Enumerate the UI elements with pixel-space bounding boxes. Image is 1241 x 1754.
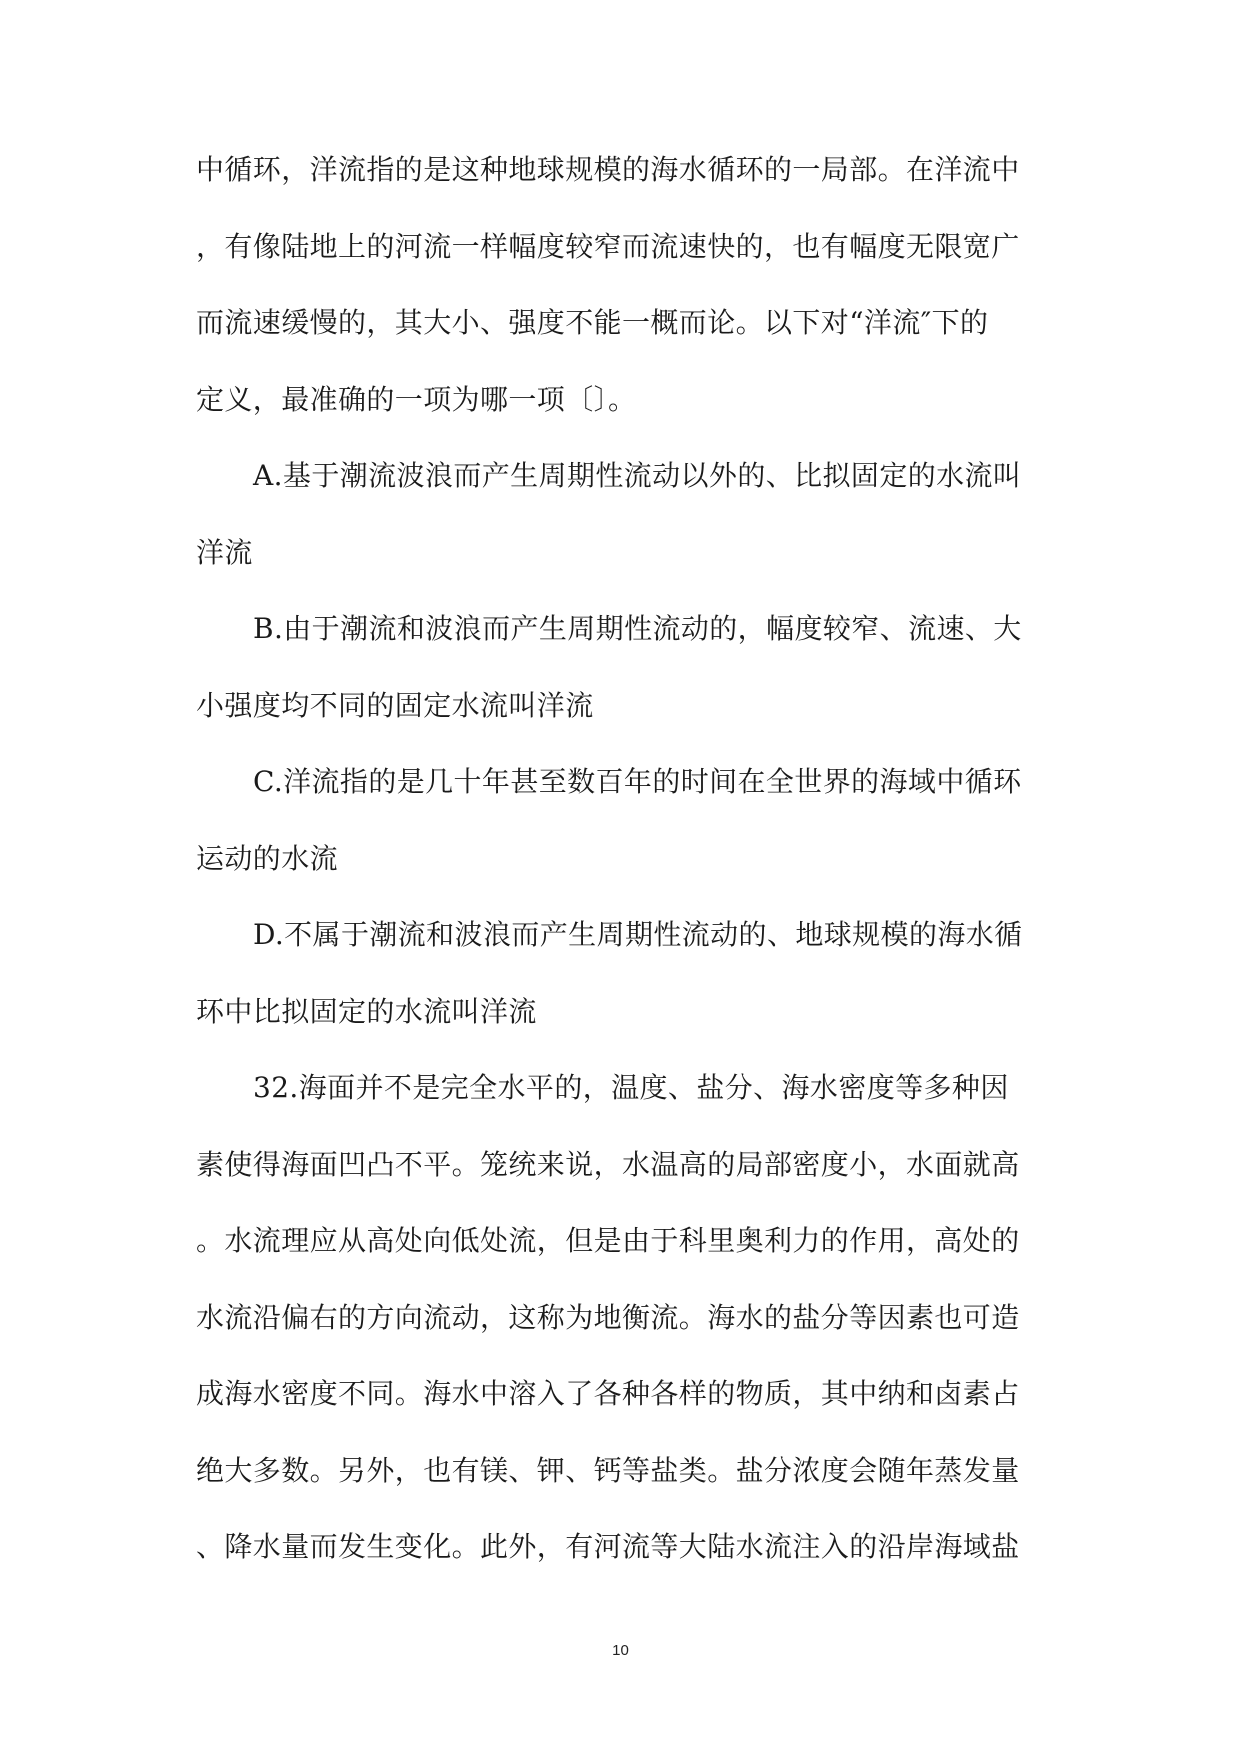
text-body [196, 148, 1046, 1602]
option-c-line: C.洋流指的是几十年甚至数百年的时间在全世界的海域中循环 [253, 765, 1022, 798]
text-line: 小强度均不同的固定水流叫洋流 [196, 688, 594, 722]
text-line: 素使得海面凹凸不平。笼统来说，水温高的局部密度小，水面就高 [196, 1147, 1020, 1181]
text-line: 洋流 [196, 535, 253, 569]
option-a-line: A.基于潮流波浪而产生周期性流动以外的、比拟固定的水流叫 [253, 459, 1022, 492]
question-32-line: 32.海面并不是完全水平的，温度、盐分、海水密度等多种因 [253, 1071, 1009, 1104]
text-line: 而流速缓慢的，其大小、强度不能一概而论。以下对“洋流″下的 [196, 306, 989, 339]
text-line: 、降水量而发生变化。此外，有河流等大陆水流注入的沿岸海域盐 [196, 1530, 1020, 1563]
page-number: 10 [612, 1642, 629, 1659]
text-line: 定义，最准确的一项为哪一项〔〕。 [196, 382, 637, 416]
text-line: ，有像陆地上的河流一样幅度较窄而流速快的，也有幅度无限宽广 [196, 229, 1020, 263]
text-line: 中循环，洋流指的是这种地球规模的海水循环的一局部。在洋流中 [196, 153, 1020, 186]
option-b-line: B.由于潮流和波浪而产生周期性流动的，幅度较窄、流速、大 [253, 612, 1022, 645]
text-line: 运动的水流 [196, 841, 339, 875]
text-line: 。水流理应从高处向低处流，但是由于科里奥利力的作用，高处的 [196, 1224, 1020, 1257]
text-line: 绝大多数。另外，也有镁、钾、钙等盐类。盐分浓度会随年蒸发量 [196, 1453, 1020, 1487]
text-line: 水流沿偏右的方向流动，这称为地衡流。海水的盐分等因素也可造 [196, 1300, 1020, 1334]
text-line: 环中比拟固定的水流叫洋流 [196, 994, 537, 1028]
option-d-line: D.不属于潮流和波浪而产生周期性流动的、地球规模的海水循 [253, 918, 1023, 951]
text-line: 成海水密度不同。海水中溶入了各种各样的物质，其中纳和卤素占 [196, 1377, 1020, 1410]
